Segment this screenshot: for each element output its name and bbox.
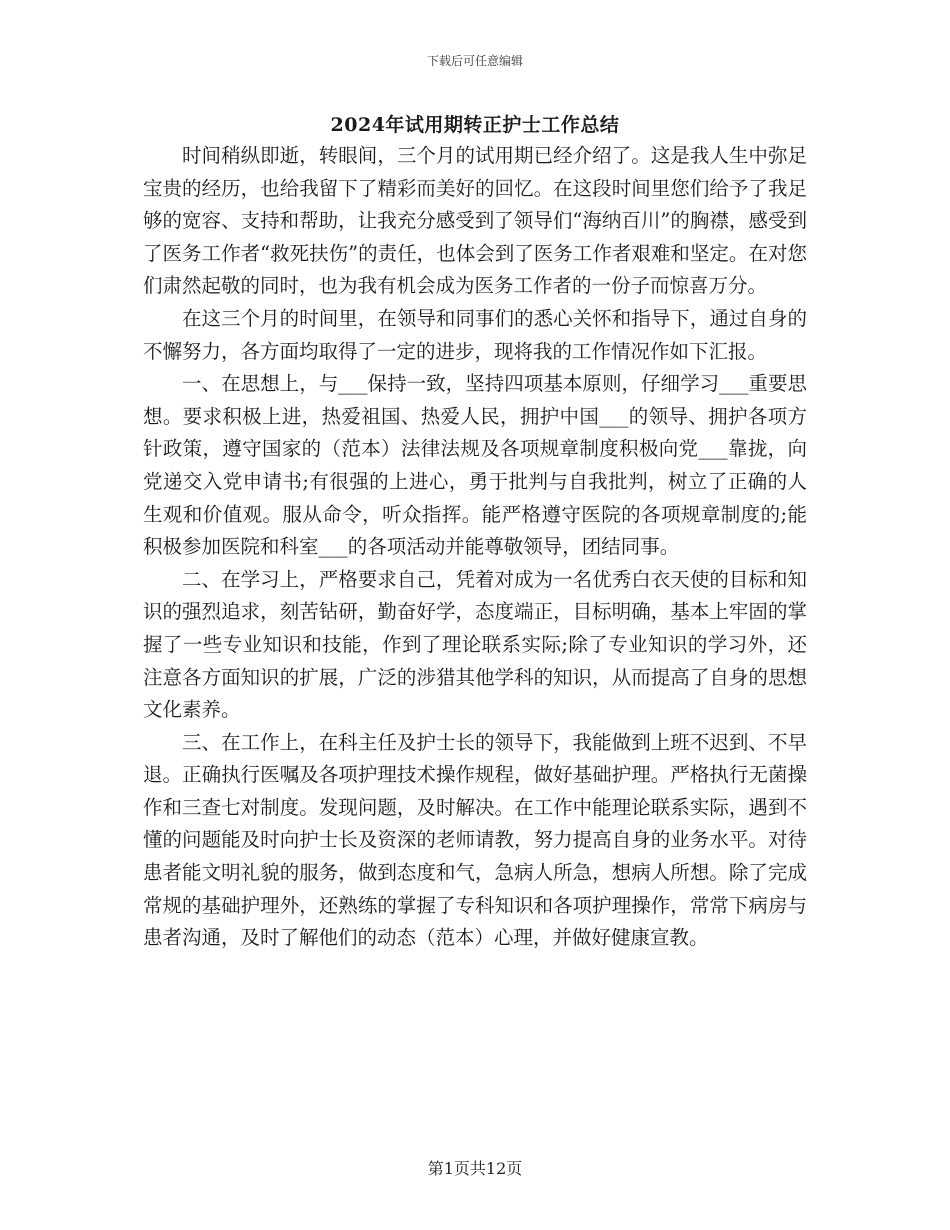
paragraph-5: 三、在工作上，在科主任及护士长的领导下，我能做到上班不迟到、不早退。正确执行医嘱及各项护理技术操作规程，做好基础护理。严格执行无菌操作和三查七对制度。发现问题，及时解决。在工作中能理论联系实际，遇到不懂的问题能及时向护士长及资深的老师请教，努力提高自身的业务水平。对待患者能文明礼貌的服务，做到态度和气，急病人所急，想病人所想。除了完成常规的基础护理外，还熟练的掌握了专科知识和各项护理操作，常常下病房与患者沟通，及时了解他们的动态（范本）心理，并做好健康宣教。 — [143, 730, 807, 950]
paragraph-4: 二、在学习上，严格要求自己，凭着对成为一名优秀白衣天使的目标和知识的强烈追求，刻苦钻研，勤奋好学，态度端正，目标明确，基本上牢固的掌握了一些专业知识和技能，作到了理论联系实际;除了专业知识的学习外，还注意各方面知识的扩展，广泛的涉猎其他学科的知识，从而提高了自身的思想文化素养。 — [143, 567, 807, 722]
document-body — [143, 140, 807, 955]
page-number: 第1页共12页 — [427, 1159, 523, 1178]
paragraph-3: 一、在思想上，与___保持一致，坚持四项基本原则，仔细学习___重要思想。要求积极上进，热爱祖国、热爱人民，拥护中国___的领导、拥护各项方针政策，遵守国家的（范本）法律法规及各项规章制度积极向党___靠拢，向党递交入党申请书;有很强的上进心，勇于批判与自我批判，树立了正确的人生观和价值观。服从命令，听众指挥。能严格遵守医院的各项规章制度的;能积极参加医院和科室___的各项活动并能尊敬领导，团结同事。 — [143, 372, 807, 559]
document-title: 2024年试用期转正护士工作总结 — [330, 114, 620, 136]
header-note: 下载后可任意编辑 — [426, 54, 523, 68]
paragraph-1: 时间稍纵即逝，转眼间，三个月的试用期已经介绍了。这是我人生中弥足宝贵的经历，也给我留下了精彩而美好的回忆。在这段时间里您们给予了我足够的宽容、支持和帮助，让我充分感受到了领导们“海纳百川”的胸襟，感受到了医务工作者“救死扶伤”的责任，也体会到了医务工作者艰难和坚定。在对您们肃然起敬的同时，也为我有机会成为医务工作者的一份子而惊喜万分。 — [143, 144, 807, 298]
paragraph-2: 在这三个月的时间里，在领导和同事们的悉心关怀和指导下，通过自身的不懈努力，各方面均取得了一定的进步，现将我的工作情况作如下汇报。 — [143, 306, 807, 363]
